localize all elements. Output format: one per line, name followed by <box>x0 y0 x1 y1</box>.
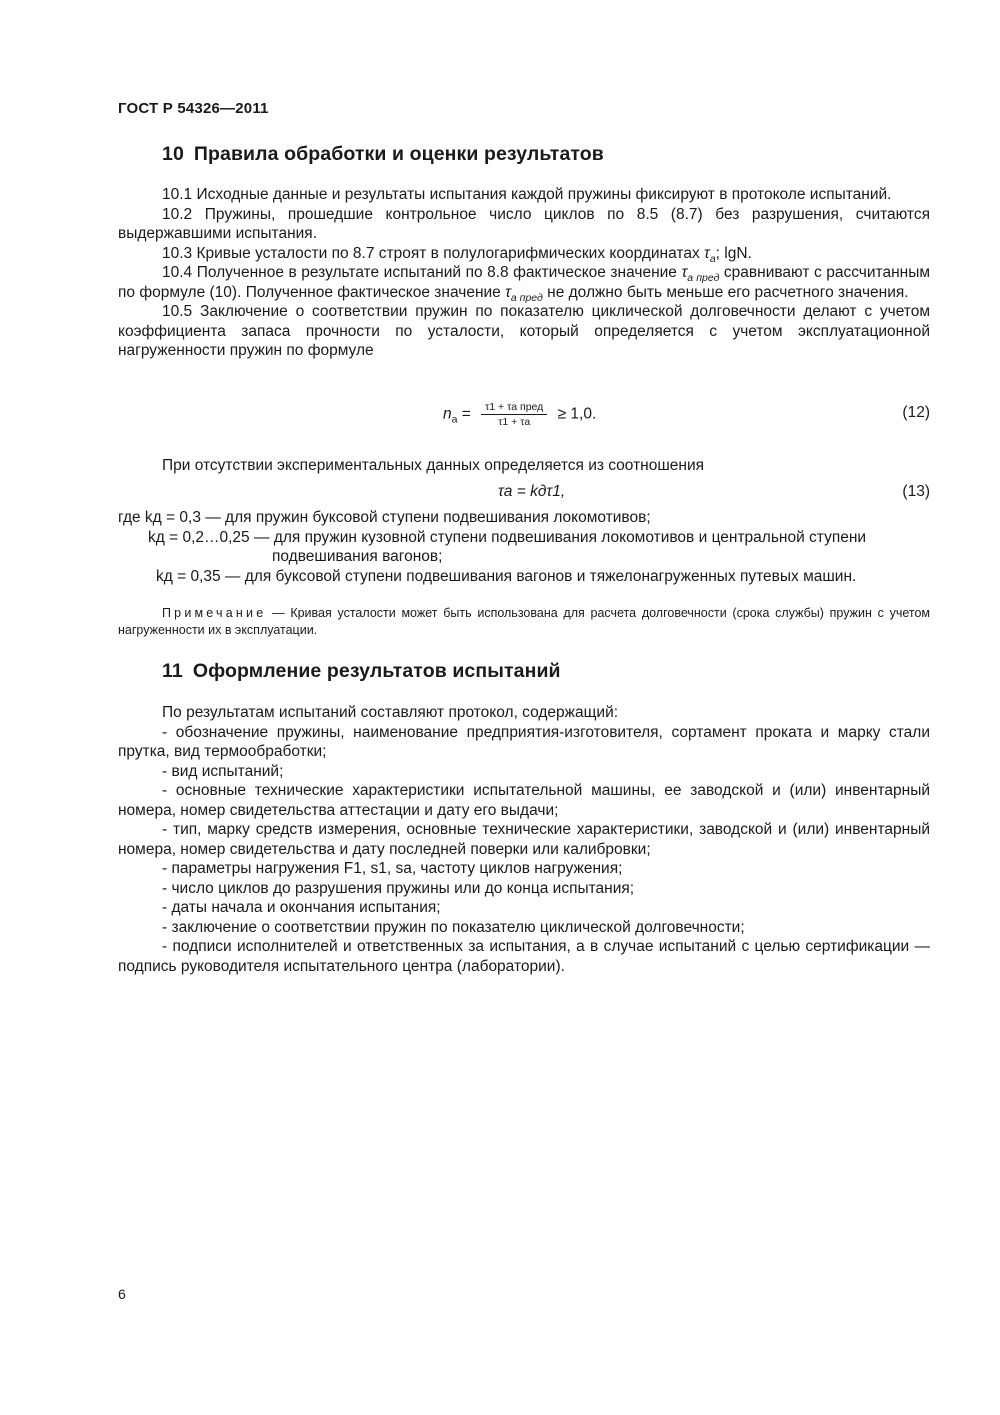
list-item: - число циклов до разрушения пружины или до конца испытания; <box>162 879 635 897</box>
list-item: - основные технические характеристики испытательной машины, ее заводской и (или) инвентарный номера, номер свидетельства аттестации и дату его выдачи; <box>118 782 930 819</box>
no-data-paragraph: При отсутствии экспериментальных данных определяется из соотношения <box>162 457 705 474</box>
section-10-number: 10 <box>162 143 184 165</box>
paragraph-10-1: 10.1 Исходные данные и результаты испытания каждой пружины фиксируют в протоколе испытаний. <box>162 186 892 203</box>
list-item: - обозначение пружины, наименование предприятия-изготовителя, сортамент проката и марку стали прутка, вид термообработки; <box>118 723 930 760</box>
list-item: - подписи исполнителей и ответственных за испытания, а в случае испытаний с целью сертификации — подпись руководителя испытательного центра (лаборатории). <box>118 938 930 975</box>
coefficient-line-3: kд = 0,35 — для буксовой ступени подвешивания вагонов и тяжелонагруженных путевых машин. <box>156 567 857 585</box>
paragraph-10-3 <box>118 244 930 264</box>
equation-12-number: (12) <box>902 404 930 421</box>
section-10-heading <box>162 145 604 165</box>
formula-13-row <box>118 482 930 504</box>
coefficient-line-2: kд = 0,2…0,25 — для пружин кузовной ступени подвешивания локомотивов и центральной ступени <box>148 528 867 546</box>
paragraph-10-3-tail: ; lgN. <box>715 244 752 262</box>
formula-12-fraction <box>481 400 547 429</box>
tau-a-pred-symbol-2: $\tau_{a пред}$ <box>505 283 543 304</box>
section-11-intro: По результатам испытаний составляют протокол, содержащий: <box>162 704 619 721</box>
section-10-body <box>118 185 930 361</box>
document-header: ГОСТ Р 54326—2011 <box>118 100 269 117</box>
list-item: - даты начала и окончания испытания; <box>162 899 441 916</box>
tau-a-pred-symbol: $\tau_{a пред}$ <box>681 264 720 284</box>
formula-12-numerator: τ1 + τa пред <box>481 400 547 415</box>
paragraph-10-5: 10.5 Заключение о соответствии пружин по показателю циклической долговечности делают с учетом коэффициента запаса прочности по усталости, который определяется с учетом эксплуатационной нагруженности пружин по формуле <box>118 303 930 359</box>
note-paragraph <box>118 605 930 639</box>
paragraph-10-3-text: 10.3 Кривые усталости по 8.7 строят в полулогарифмических координатах <box>162 244 700 262</box>
list-item: - параметры нагружения F1, s1, sa, частоту циклов нагружения; <box>162 860 623 877</box>
formula-13: τa = kдτ1, <box>498 483 566 500</box>
formula-12-row <box>118 400 930 444</box>
paragraph-10-2: 10.2 Пружины, прошедшие контрольное число циклов по 8.5 (8.7) без разрушения, считаются выдержавшими испытания. <box>118 205 930 242</box>
tau-a-symbol: $\tau_a$ <box>704 244 716 265</box>
formula-12-lhs: n <box>443 405 452 423</box>
formula-12-lhs-sub: a <box>451 413 458 426</box>
no-data-paragraph-block <box>118 456 930 476</box>
paragraph-10-4-b: сравнивают с рассчитанным по формуле (10). Полученное фактическое значение <box>118 264 930 301</box>
section-11-title: Оформление результатов испытаний <box>192 660 561 682</box>
section-11-number: 11 <box>162 660 183 682</box>
section-10-title: Правила обработки и оценки результатов <box>193 143 604 165</box>
section-11-body <box>118 703 930 976</box>
page-number: 6 <box>118 1286 126 1302</box>
paragraph-10-4-c: не должно быть меньше его расчетного значения. <box>547 283 909 301</box>
equation-13-number: (13) <box>902 483 930 500</box>
list-item: - вид испытаний; <box>162 762 284 780</box>
formula-12-denominator: τ1 + τa <box>498 416 531 428</box>
coefficient-definitions <box>118 508 930 586</box>
section-11-heading <box>162 662 561 682</box>
formula-12: $n_a$ = $\frac{\text{τ1 + τa пред}}{\tau 1 + \tau a}$ ≥ 1,0. <box>443 401 597 428</box>
list-item: - заключение о соответствии пружин по показателю циклической долговечности; <box>162 918 745 936</box>
paragraph-10-4-a: 10.4 Полученное в результате испытаний по 8.8 фактическое значение <box>162 264 677 281</box>
coefficient-line-2-cont: подвешивания вагонов; <box>272 548 443 565</box>
note-text: — Кривая усталости может быть использована для расчета долговечности (срока службы) пружин с учетом нагруженности их в эксплуатации. <box>118 606 930 637</box>
list-item: - тип, марку средств измерения, основные технические характеристики, заводской и (или) инвентарный номера, номер свидетельства и дату последней поверки или калибровки; <box>118 821 930 858</box>
formula-12-rhs: ≥ 1,0. <box>557 405 597 423</box>
coefficient-line-1: где kд = 0,3 — для пружин буксовой ступени подвешивания локомотивов; <box>118 509 651 526</box>
note-label: Примечание <box>162 606 267 620</box>
paragraph-10-4 <box>118 263 930 302</box>
